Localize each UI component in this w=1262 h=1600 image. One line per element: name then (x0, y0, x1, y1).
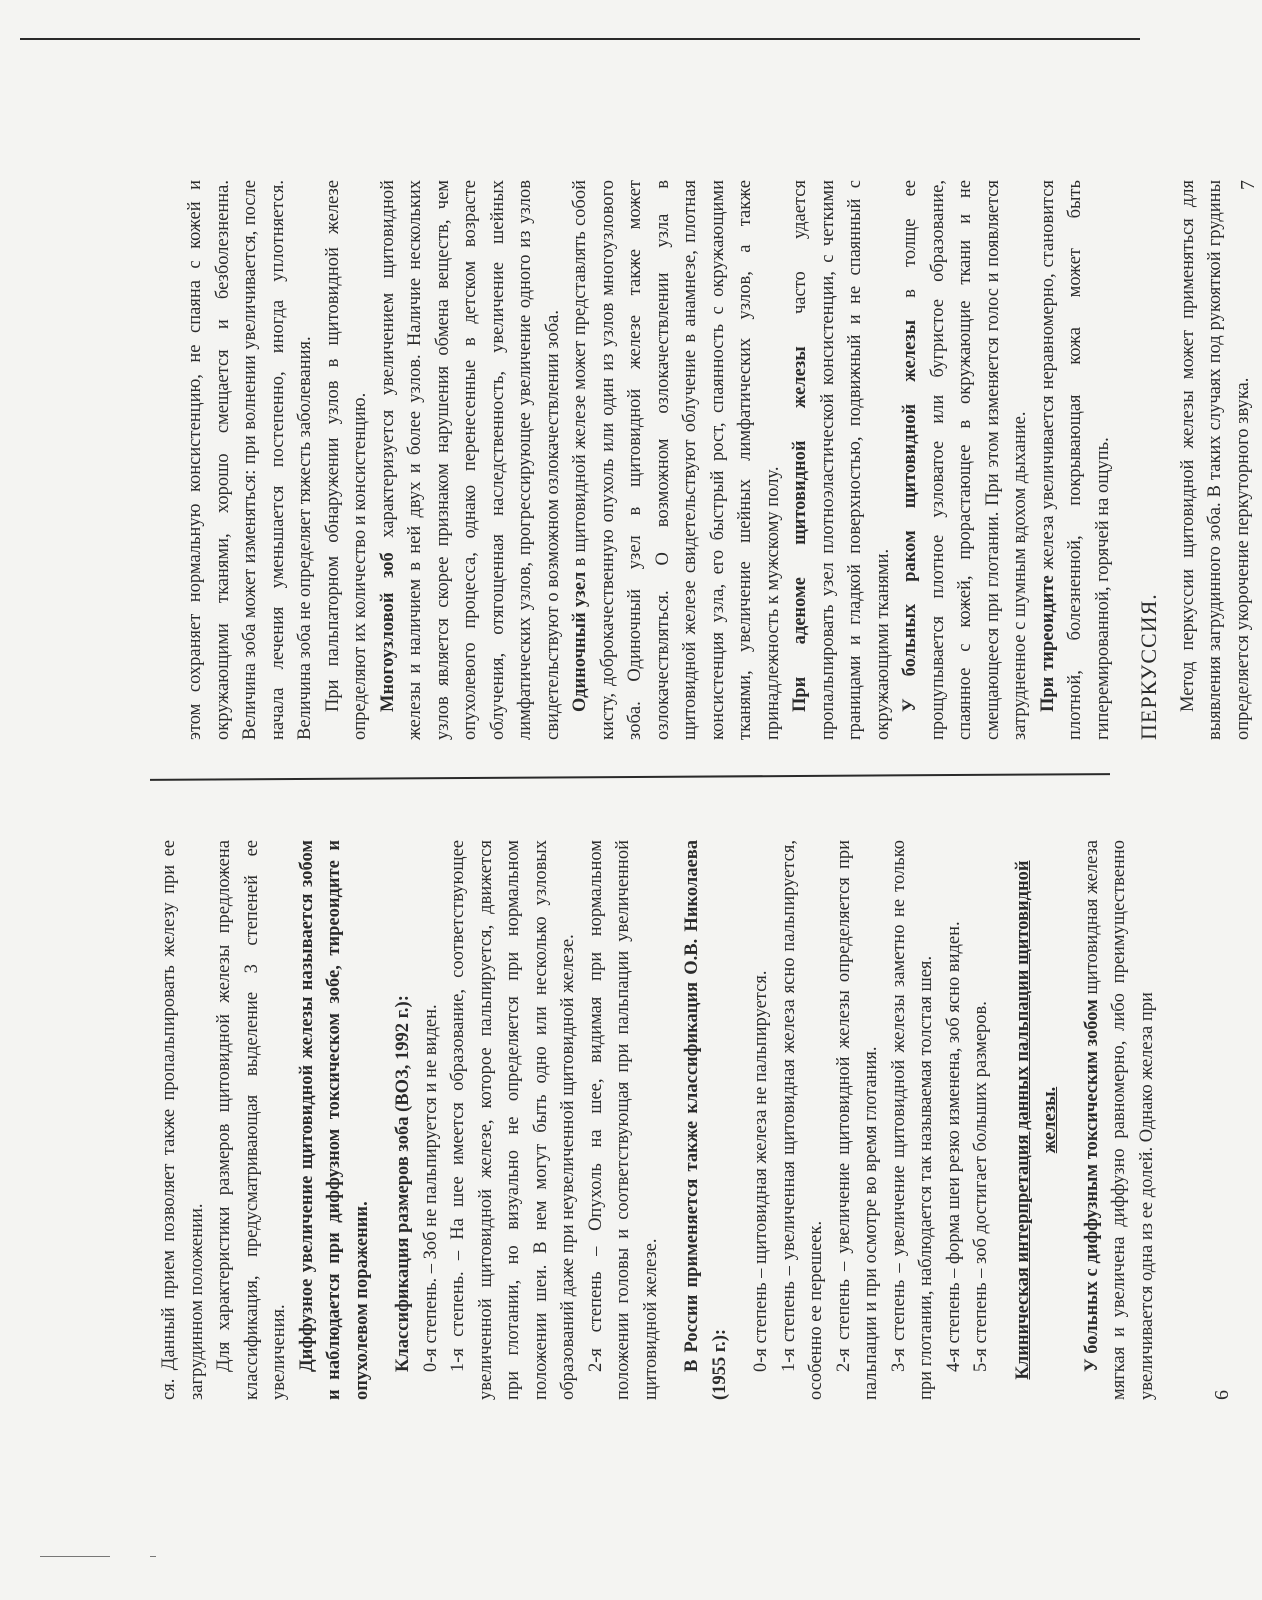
emphasis-text: Диффузное увеличение щитовидной железы называется зобом и наблюдается при диффузном токсическом зобе, тиреоидите и опухолевом поражении. (296, 840, 372, 1400)
paragraph (294, 840, 377, 1400)
paragraph: Для характеристики размеров щитовидной железы предложена классификация, предусматривающая выделение 3 степеней ее увеличения. (214, 840, 289, 1400)
section-heading: В России применяется также классификация О.В. Николаева (1955 г.): (682, 840, 730, 1400)
paragraph-text: в толще ее прощупывается плотное узловатое или бугристое образование, спаянное с кожей, прорастающее в окружающие ткани и не смещающееся при глотании. При этом изменяется голос и появляется затрудненное с шумным вдохом дыхание. (900, 180, 1030, 740)
list-item: 0-я степень. – Зоб не пальпируется и не виден. (420, 1004, 441, 1372)
paragraph-text: железа увеличивается неравномерно, становится плотной, болезненной, покрывающая кожа может быть гиперемированной, горячей на ощупь. (1037, 179, 1113, 740)
paragraph-text: в щитовидной железе может представлять собой кисту, доброкачественную опухоль или один из узлов многоузлового зоба. Одиночный узел в щитовидной железе также может озлокачествляться. О возможном озлокачествлении узла в щитовидной железе свидетельствуют облучение в анамнезе, плотная консистенция узла, его быстрый рост, спаянность с окружающими тканями, увеличение шейных лимфатических узлов, а также принадлежность к мужскому полу. (570, 180, 783, 740)
paragraph-text: характеризуется увеличением щитовидной железы и наличием в ней двух и более узлов. Наличие нескольких узлов является скорее признаком нарушения обмена веществ, чем опухолевого процесса, однако перенесенные в детском возрасте облучения, отягощенная наследственность, увеличение шейных лимфатических узлов, прогрессирующее увеличение одного из узлов свидетельствуют о возможном озлокачествлении зоба. (377, 179, 563, 740)
paragraph: Метод перкуссии щитовидной железы может применяться для выявления загрудинного зоба. В таких случаях под рукояткой грудины определяется укорочение перкуторного звука. (1177, 180, 1253, 740)
emphasis-text: При тиреоидите (1037, 575, 1058, 712)
list-item: 4-я степень – форма шеи резко изменена, зоб ясно виден. (943, 921, 964, 1372)
page-number: 7 (1236, 180, 1259, 190)
emphasis-text: Одиночный узел (570, 571, 590, 712)
list-item: 2-я степень – Опухоль на шее, видимая при нормальном положении головы и соответствующая при пальпации увеличенной щитовидной железе. (585, 840, 661, 1400)
list-item: 1-я степень. – На шее имеется образование, соответствующее увеличенной щитовидной железе, которое пальпируется, движется при глотании, но визуально не определяется при нормальном положении шеи. В нем могут быть одно или несколько узловых образований даже при неувеличенной щитовидной железе. (448, 840, 578, 1400)
fold-line (150, 773, 1110, 781)
paragraph: ся. Данный прием позволяет также пропальпировать железу при ее загрудинном положении. (159, 840, 207, 1400)
section-heading: ПЕРКУССИЯ. (1136, 593, 1161, 740)
paragraph (897, 180, 1035, 740)
list-item: 3-я степень – увеличение щитовидной железы заметно не только при глотании, наблюдается так называемая толстая шея. (888, 840, 936, 1400)
list-item: 2-я степень – увеличение щитовидной железы определяется при пальпации и при осмотре во время глотания. (833, 840, 881, 1400)
section-heading: Классификация размеров зоба (ВОЗ, 1992 г.): (393, 995, 413, 1372)
paragraph (1079, 840, 1162, 1400)
left-page (156, 840, 1236, 1400)
emphasis-text: При аденоме щитовидной железы (790, 346, 810, 712)
paragraph (787, 180, 897, 740)
paragraph (1035, 180, 1118, 740)
paragraph (567, 180, 787, 740)
list-item: 0-я степень – щитовидная железа не пальпируется. (751, 970, 771, 1372)
emphasis-text: Многоузловой зоб (377, 552, 398, 712)
paragraph: этом сохраняет нормальную консистенцию, не спаяна с кожей и окружающими тканями, хорошо смещается и безболезненна. Величина зоба может изменяться: при волнении увеличивается, после начала лечения уменьшается постепенно, иногда уплотняется. Величина зоба не определяет тяжесть заболевания. (185, 180, 315, 740)
right-page (182, 180, 1262, 740)
emphasis-text: У больных раком щитовидной железы (900, 319, 920, 712)
paragraph: При пальпаторном обнаружении узлов в щитовидной железе определяют их количество и консистенцию. (322, 180, 370, 740)
paragraph (375, 180, 568, 740)
paragraph-text: щитовидная железа мягкая и увеличена диффузно равномерно, либо преимущественно увеличивается одна из ее долей. Однако железа при (1081, 839, 1157, 1400)
paragraph-text: часто удается пропальпировать узел плотноэластической консистенции, с четкими границами и гладкой поверхностью, подвижный и не спаянный с окружающими тканями. (790, 180, 893, 740)
scan-speck (150, 1556, 156, 1557)
emphasis-text: У больных с диффузным токсическим зобом (1081, 999, 1102, 1372)
scan-speck (40, 1556, 110, 1557)
top-edge-line (20, 38, 1140, 40)
list-item: 5-я степень – зоб достигает больших размеров. (971, 1001, 991, 1372)
section-heading: Клиническая интерпретация данных пальпации щитовидной железы. (1012, 860, 1060, 1380)
page-number: 6 (1210, 1390, 1233, 1400)
list-item: 1-я степень – увеличенная щитовидная железа ясно пальпируется, особенно ее перешеек. (778, 840, 826, 1400)
